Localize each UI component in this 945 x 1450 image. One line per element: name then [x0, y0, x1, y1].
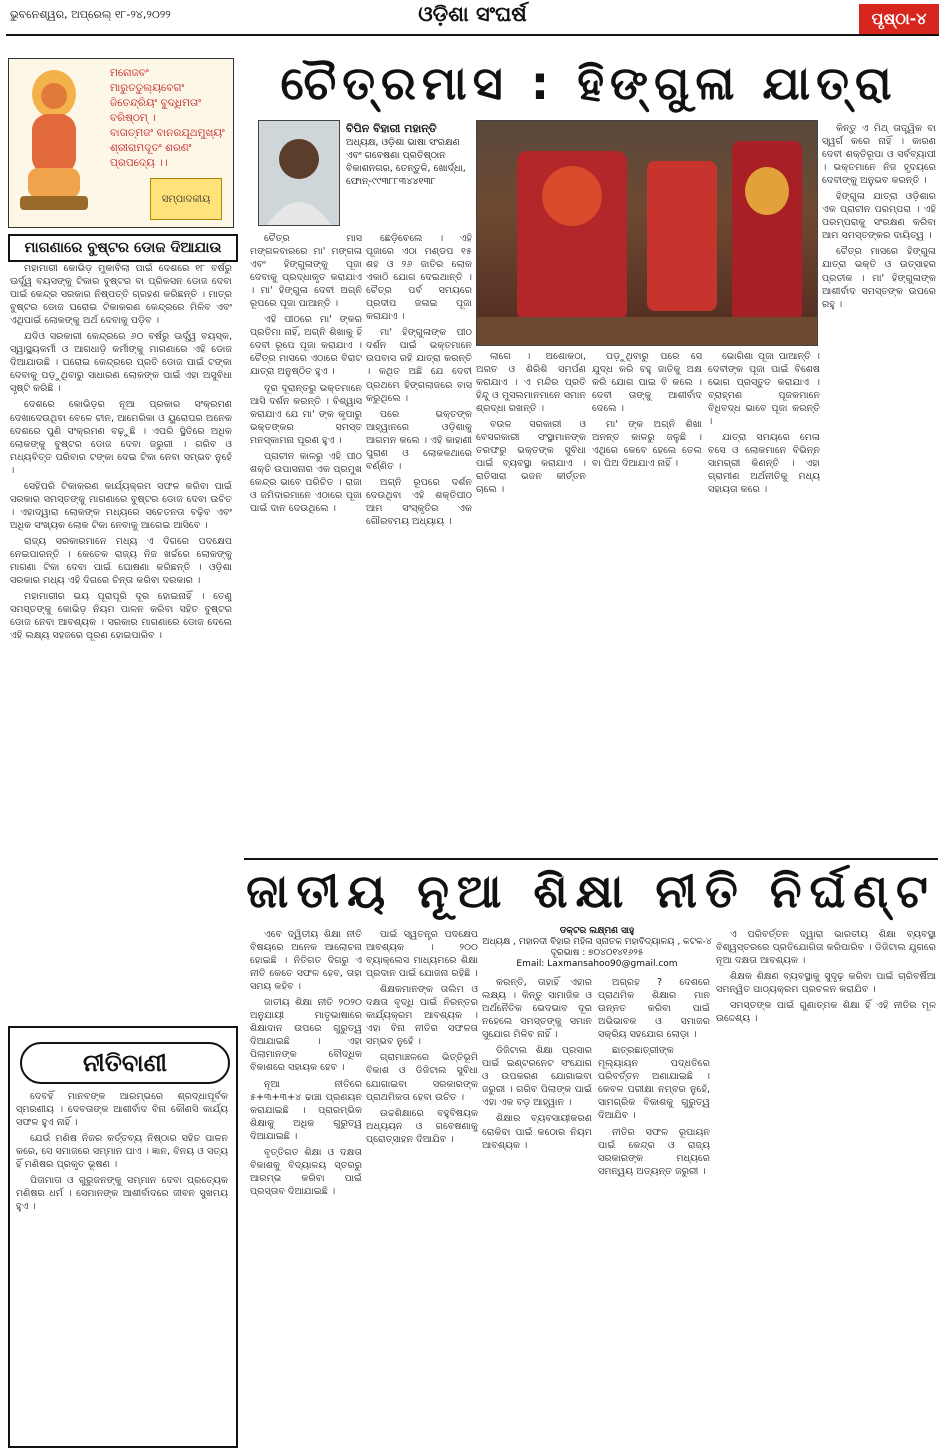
- chaitra-column-4: ପଡ଼ୁଥିବାରୁ ପରେ ସେ ଯୁଦ୍ଧ କରି ବହୁ ଜାତିକୁ ଅକ୍ଷ କରି ଯୋଗ ପାଇ ବି କଲେ । ଦେବୀ ତାଙ୍କୁ ଆଶୀର୍ବାଦ ଦେଲେ । ମା' ଙ୍କ ଅଗ୍ନି ଶିଖା ଅନନ୍ତ କାଳରୁ ଜଳୁଛି । ଏଥିରେ କେବେ ହେଲେ ତେଲ ବା ଘିଅ ଦିଆଯାଏ ନାହିଁ ।: [592, 351, 702, 470]
- chaitra-column-6: କିନ୍ତୁ ଏ ମିଥ୍ ତାତ୍ତ୍ୱିକ ବା ସ୍ୱର୍ଗ କରେ ନାହିଁ । କାରଣ ଦେବୀ ଶକ୍ତିରୂପା ଓ ସର୍ବବ୍ୟାପୀ । ଭକ୍ତମାନେ ନିଜ ହୃଦୟରେ ଦେବୀଙ୍କୁ ଅନୁଭବ କରନ୍ତି । ହିଙ୍ଗୁଳା ଯାତ୍ରା ଓଡ଼ିଶାର ଏକ ପ୍ରାଚୀନ ପରମ୍ପରା । ଏହି ପରମ୍ପରାକୁ ସଂରକ୍ଷଣ କରିବା ଆମ ସମସ୍ତଙ୍କର ଦାୟିତ୍ୱ । ଚୈତ୍ର ମାସରେ ହିଙ୍ଗୁଳା ଯାତ୍ରା ଭକ୍ତି ଓ ଉତ୍ସାହର ପ୍ରତୀକ । ମା' ହିଙ୍ଗୁଳାଙ୍କ ଆଶୀର୍ବାଦ ସମସ୍ତଙ୍କ ଉପରେ ରହୁ ।: [822, 123, 936, 310]
- education-column-5: ଏ ପରିବର୍ତ୍ତନ ଦ୍ୱାରା ଭାରତୀୟ ଶିକ୍ଷା ବ୍ୟବସ୍ଥା ବିଶ୍ୱସ୍ତରରେ ପ୍ରତିଯୋଗିତା କରିପାରିବ । ଡିଜିଟାଲ ଯୁଗରେ ନୂଆ ଦକ୍ଷତା ଆବଶ୍ୟକ । ଶିକ୍ଷକ ଶିକ୍ଷଣ ବ୍ୟବସ୍ଥାକୁ ସୁଦୃଢ଼ କରିବା ପାଇଁ ଚାରିବର୍ଷିଆ ସମନ୍ୱିତ ପାଠ୍ୟକ୍ରମ ପ୍ରଚଳନ କରାଯିବ । ସମସ୍ତଙ୍କ ପାଇଁ ଗୁଣାତ୍ମକ ଶିକ୍ଷା ହିଁ ଏହି ନୀତିର ମୂଳ ଉଦ୍ଦେଶ୍ୟ ।: [716, 929, 936, 1025]
- education-column-3: କରନ୍ତି, ତାହାହିଁ ଏହାର ଲକ୍ଷ୍ୟ । କିନ୍ତୁ ସାମାଜିକ ଓ ଅର୍ଥନୈତିକ ଭେଦଭାବ ଦୂର ନହେଲେ ସମସ୍ତଙ୍କୁ ସମାନ ସୁଯୋଗ ମିଳିବ ନାହିଁ । ଡିଜିଟାଲ ଶିକ୍ଷା ପ୍ରସାର ପାଇଁ ଇଣ୍ଟରନେଟ ସଂଯୋଗ ଓ ଉପକରଣ ଯୋଗାଇବା ଜରୁରୀ । ଗରିବ ପିଲାଙ୍କ ପାଇଁ ଏହା ଏକ ବଡ଼ ଆହ୍ୱାନ । ଶିକ୍ଷାର ବ୍ୟବସାୟୀକରଣ ରୋକିବା ପାଇଁ କଠୋର ନିୟମ ଆବଶ୍ୟକ ।: [482, 977, 592, 1151]
- booster-dose-article: ମହାମାରୀ କୋଭିଡ଼ ମୁକାବିଲା ପାଇଁ ଦେଶରେ ୧୮ ବର୍ଷରୁ ଊର୍ଦ୍ଧ୍ୱ ବୟସଙ୍କୁ ଟିକାର ବୁଷ୍ଟର ବା ପ୍ରିକସନ ଡୋଜ ଦେବା ପାଇଁ କେନ୍ଦ୍ର ସରକାର ନିଷ୍ପତ୍ତି ଗ୍ରହଣ କରିଛନ୍ତି । ମାତ୍ର ବୁଷ୍ଟର ଡୋଜ ଘରୋଇ ଟିକାକରଣ କେନ୍ଦ୍ରରେ ମିଳିବ ଏବଂ ଏଥିପାଇଁ ଲୋକଙ୍କୁ ଅର୍ଥ ଦେବାକୁ ପଡ଼ିବ । ଯଦିଓ ସରକାରୀ କେନ୍ଦ୍ରରେ ୬୦ ବର୍ଷରୁ ଊର୍ଦ୍ଧ୍ୱ ବୟସ୍କ, ସ୍ୱାସ୍ଥ୍ୟକର୍ମୀ ଓ ଆଗଧାଡ଼ି କର୍ମୀଙ୍କୁ ମାଗଣାରେ ଏହି ଡୋଜ ଦିଆଯାଉଛି । ଘରୋଇ କେନ୍ଦ୍ରରେ ପ୍ରତି ଡୋଜ ପାଇଁ ଟଙ୍କା ଦେବାକୁ ପଡ଼ୁଥିବାରୁ ସାଧାରଣ ଲୋକଙ୍କ ପାଇଁ ଏହା ଅସୁବିଧା ସୃଷ୍ଟି କରିଛି । ଦେଶରେ କୋଭିଡ଼ର ନୂଆ ପ୍ରକାର ସଂକ୍ରମଣ ଦେଖାଦେଉଥିବା ବେଳେ ଚୀନ, ଆମେରିକା ଓ ୟୁରୋପର ଅନେକ ଦେଶରେ ପୁଣି ସଂକ୍ରମଣ ବଢ଼ୁଛି । ଏପରି ସ୍ଥିତିରେ ଅଧିକ ଲୋକଙ୍କୁ ବୁଷ୍ଟର ଡୋଜ ଦେବା ଜରୁରୀ । ଗରିବ ଓ ମଧ୍ୟବିତ୍ତ ପରିବାର ଟଙ୍କା ଦେଇ ଟିକା ନେବା ସମ୍ଭବ ନୁହେଁ । ସେହିପରି ଟିକାକରଣ କାର୍ଯ୍ୟକ୍ରମ ସଫଳ କରିବା ପାଇଁ ସରକାର ସମସ୍ତଙ୍କୁ ମାଗଣାରେ ବୁଷ୍ଟର ଡୋଜ ଦେବା ଉଚିତ । ଏହାଦ୍ୱାରା ଲୋକଙ୍କ ମଧ୍ୟରେ ସଚେତନତା ବଢ଼ିବ ଏବଂ ଅଧିକ ସଂଖ୍ୟକ ଲୋକ ଟିକା ନେବାକୁ ଆଗେଇ ଆସିବେ । ରାଜ୍ୟ ସରକାରମାନେ ମଧ୍ୟ ଏ ଦିଗରେ ପଦକ୍ଷେପ ନେଇପାରନ୍ତି । କେତେକ ରାଜ୍ୟ ନିଜ ଖର୍ଚ୍ଚରେ ଲୋକଙ୍କୁ ମାଗଣା ଟିକା ଦେବା ପାଇଁ ଘୋଷଣା କରିଛନ୍ତି । ଓଡ଼ିଶା ସରକାର ମଧ୍ୟ ଏହି ଦିଗରେ ଚିନ୍ତା କରିବା ଦରକାର । ମହାମାରୀର ଭୟ ପୂରାପୂରି ଦୂର ହୋଇନାହିଁ । ତେଣୁ ସମସ୍ତଙ୍କୁ କୋଭିଡ଼ ନିୟମ ପାଳନ କରିବା ସହିତ ବୁଷ୍ଟର ଡୋଜ ନେବା ଆବଶ୍ୟକ । ସରକାର ମାଗଣାରେ ଡୋଜ ଦେଲେ ଏହି ଲକ୍ଷ୍ୟ ସହଜରେ ପୂରଣ ହୋଇପାରିବ ।: [10, 263, 232, 642]
- booster-dose-headline: ମାଗଣାରେ ବୁଷ୍ଟର ଡୋଜ ଦିଆଯାଉ: [8, 234, 238, 262]
- dateline: ଭୁବନେଶ୍ୱର, ଅପ୍ରେଲ୍ ୧୮-୨୪,୨୦୨୨: [10, 8, 171, 21]
- education-column-2: ପାଇଁ ସ୍ୱତନ୍ତ୍ର ପଦକ୍ଷେପ ଆବଶ୍ୟକ । ୨୦୦ ବ୍ୟାକ୍ଲେସ ମାଧ୍ୟମରେ ଶିକ୍ଷା ପ୍ରଦାନ ପାଇଁ ଯୋଜନା ରହିଛି । ଶିକ୍ଷକମାନଙ୍କ ତାଲିମ ଓ ଦକ୍ଷତା ବୃଦ୍ଧି ପାଇଁ ନିରନ୍ତର କାର୍ଯ୍ୟକ୍ରମ ଆବଶ୍ୟକ । ଏହା ବିନା ନୀତିର ସଫଳତା ସମ୍ଭବ ନୁହେଁ । ଗ୍ରାମାଞ୍ଚଳରେ ଭିତ୍ତିଭୂମି ବିକାଶ ଓ ଡିଜିଟାଲ ସୁବିଧା ଯୋଗାଇବା ସରକାରଙ୍କ ପ୍ରାଥମିକତା ହେବା ଉଚିତ । ଉଚ୍ଚଶିକ୍ଷାରେ ବହୁବିଷୟକ ଅଧ୍ୟୟନ ଓ ଗବେଷଣାକୁ ପ୍ରୋତ୍ସାହନ ଦିଆଯିବ ।: [366, 929, 478, 1145]
- ad-verse: ମନୋଜବଂ ମାରୁତତୁଲ୍ୟବେଗଂ ଜିତେନ୍ଦ୍ରିୟଂ ବୁଦ୍ଧିମତାଂ ବରିଷ୍ଠମ୍ । ବାତାତ୍ମଜଂ ବାନରଯୂଥମୁଖ୍ୟଂ ଶ୍ରୀରାମଦୂତଂ ଶରଣଂ ପ୍ରପଦ୍ୟେ ।।: [110, 67, 225, 169]
- page-number-badge: ପୃଷ୍ଠା-୪: [859, 4, 939, 34]
- chaitra-column-5: ଭୋଗିଶା ପୂଜା ପାଆନ୍ତି । ଦେବୀଙ୍କ ପୂଜା ପାଇଁ ବିଶେଷ ଭୋଗ ପ୍ରସ୍ତୁତ କରାଯାଏ । ବ୍ରାହ୍ମଣ ପୂଜକମାନେ ବିଧିବଦ୍ଧ ଭାବେ ପୂଜା କରନ୍ତି । ଯାତ୍ରା ସମୟରେ ମେଳା ବସେ ଓ ଲୋକମାନେ ବିଭିନ୍ନ ସାମଗ୍ରୀ କିଣନ୍ତି । ଏହା ଗ୍ରାମୀଣ ଅର୍ଥନୀତିକୁ ମଧ୍ୟ ସହାୟତା କରେ ।: [708, 351, 820, 496]
- author-photo-bipin: [258, 120, 340, 226]
- education-column-4: ଅଗ୍ରହ ? ଦେଶରେ ପ୍ରାଥମିକ ଶିକ୍ଷାର ମାନ ଉନ୍ନତ କରିବା ପାଇଁ ଅଭିଭାବକ ଓ ସମାଜର ସକ୍ରିୟ ସହଯୋଗ ଲୋଡ଼ା । ଛାତ୍ରଛାତ୍ରୀଙ୍କ ମୂଲ୍ୟାୟନ ପଦ୍ଧତିରେ ପରିବର୍ତ୍ତନ ଅଣାଯାଇଛି । କେବଳ ପରୀକ୍ଷା ନମ୍ବର ନୁହେଁ, ସାମଗ୍ରିକ ବିକାଶକୁ ଗୁରୁତ୍ୱ ଦିଆଯିବ । ନୀତିର ସଫଳ ରୂପାୟନ ପାଇଁ କେନ୍ଦ୍ର ଓ ରାଜ୍ୟ ସରକାରଙ୍କ ମଧ୍ୟରେ ସମନ୍ୱୟ ଅତ୍ୟନ୍ତ ଜରୁରୀ ।: [598, 977, 710, 1177]
- author-info-laxman: ଡକ୍ଟର ଲକ୍ଷ୍ମଣ ସାହୁ ଅଧ୍ୟକ୍ଷ , ମହାନଦୀ ବିହାର ମହିଳା ସ୍ନାତକ ମହାବିଦ୍ୟାଳୟ , କଟକ-୪ ଦୂରଭାଷ : ୭୦୪୦୧୪୧୬୨୫ Email: Laxmansahoo90@gmail.com: [482, 926, 712, 969]
- hanuman-image: [14, 64, 94, 214]
- nitibani-text: ଦେବହିଁ ମାନବଙ୍କ ଆରମ୍ଭରେ ଶ୍ରଦ୍ଧାପୂର୍ବକ ସ୍ମରଣୀୟ । ଦେବତାଙ୍କ ଆଶୀର୍ବାଦ ବିନା କୌଣସି କାର୍ଯ୍ୟ ସଫଳ ହୁଏ ନାହିଁ । ଯେଉଁ ମଣିଷ ନିଜର କର୍ତ୍ତବ୍ୟ ନିଷ୍ଠାର ସହିତ ପାଳନ କରେ, ସେ ସମାଜରେ ସମ୍ମାନ ପାଏ । ଜ୍ଞାନ, ବିନୟ ଓ ସତ୍ୟ ହିଁ ମଣିଷର ପ୍ରକୃତ ଭୂଷଣ । ପିତାମାତା ଓ ଗୁରୁଜନଙ୍କୁ ସମ୍ମାନ ଦେବା ପ୍ରତ୍ୟେକ ମଣିଷର ଧର୍ମ । ସେମାନଙ୍କ ଆଶୀର୍ବାଦରେ ଜୀବନ ସୁଖମୟ ହୁଏ ।: [16, 1091, 228, 1213]
- education-column-1: ଏବେ ଦ୍ୱିତୀୟ ଶିକ୍ଷା ନୀତି ବିଷୟରେ ଅନେକ ଆଲୋଚନା ହୋଇଛି । ନିତିଗତ ଦିଗରୁ ଏ ନୀତି କେତେ ସଫଳ ହେବ, ତାହା ସମୟ କହିବ । ଜାତୀୟ ଶିକ୍ଷା ନୀତି ୨୦୨୦ ଅନୁଯାୟୀ ମାତୃଭାଷାରେ ଶିକ୍ଷାଦାନ ଉପରେ ଗୁରୁତ୍ୱ ଦିଆଯାଇଛି । ଏହା ପିଲାମାନଙ୍କ ବୌଦ୍ଧିକ ବିକାଶରେ ସହାୟକ ହେବ । ନୂଆ ନୀତିରେ ୫+୩+୩+୪ ଢାଞ୍ଚା ପ୍ରଣୟନ କରାଯାଇଛି । ପ୍ରାରମ୍ଭିକ ଶିକ୍ଷାକୁ ଅଧିକ ଗୁରୁତ୍ୱ ଦିଆଯାଇଛି । ବୃତ୍ତିଗତ ଶିକ୍ଷା ଓ ଦକ୍ଷତା ବିକାଶକୁ ବିଦ୍ୟାଳୟ ସ୍ତରରୁ ଆରମ୍ଭ କରିବା ପାଇଁ ପ୍ରସ୍ତାବ ଦିଆଯାଇଛି ।: [250, 929, 362, 1197]
- chaitra-column-2: ଛେଡ଼ିବେଲେ । ଏହି ପୂଜାରେ ଏଠା ମଣ୍ଡପ ୧୫ ଶହ ଓ ୨୬ ଜାତିର ଲୋକ ଏକାଠି ଯୋଗ ଦେଇଥାନ୍ତି । ଚୈତ୍ର ପର୍ବ ସମୟରେ ପ୍ରଦୀପ ଜଳାଇ ପୂଜା କରାଯାଏ । ମା' ହିଙ୍ଗୁଳାଙ୍କ ପୀଠ ଦର୍ଶନ ପାଇଁ ଭକ୍ତମାନେ ଉପବାସ ରହି ଯାତ୍ରା କରନ୍ତି । କଥିତ ଅଛି ଯେ ଦେବୀ ପ୍ରଥମେ ହିଙ୍ଗଲାଜରେ ବାସ କରୁଥିଲେ । ପରେ ଭକ୍ତଙ୍କ ଆହ୍ୱାନରେ ଓଡ଼ିଶାକୁ ଆଗମନ କଲେ । ଏହି କାହାଣୀ ପୁରାଣ ଓ ଲୋକକଥାରେ ବର୍ଣ୍ଣିତ । ଅଗ୍ନି ରୂପରେ ଦର୍ଶନ ଦେଉଥିବା ଏହି ଶକ୍ତିପୀଠ ଆମ ସଂସ୍କୃତିର ଏକ ଗୌରବମୟ ଅଧ୍ୟାୟ ।: [366, 233, 472, 527]
- chaitra-title: ଚୈତ୍ରମାସ : ହିଙ୍ଗୁଳା ଯାତ୍ରା: [280, 56, 898, 110]
- author-name: ବିପିନ ବିହାରୀ ମହାନ୍ତି: [346, 122, 437, 135]
- chaitra-column-3: ଲାଗେ । ଅଶୋକଠା, ଅରତ ଓ ଶିରିଶି ସମର୍ପଣ କରାଯାଏ । ଏ ମନ୍ଦିର ପ୍ରତି ହିନ୍ଦୁ ଓ ମୁସଲମାନମାନେ ସମାନ ଶ୍ରଦ୍ଧା ରଖନ୍ତି । ବଉଳ ସରକାରୀ ଓ ବେସରକାରୀ ସଂସ୍ଥାମାନଙ୍କ ତରଫରୁ ଭକ୍ତଙ୍କ ସୁବିଧା ପାଇଁ ବ୍ୟବସ୍ଥା କରାଯାଏ । ରାତିସାରା ଭଜନ କୀର୍ତ୍ତନ ଚାଲେ ।: [476, 351, 586, 496]
- header-rule: [6, 34, 939, 36]
- masthead: ଓଡ଼ିଶା ସଂଘର୍ଷ: [418, 2, 527, 26]
- editorial-badge: ସମ୍ପାଦକୀୟ: [150, 178, 222, 220]
- chaitra-column-1: ଚୈତ୍ର ମାସ ମଙ୍ଗଳବାରରେ ମା' ମଙ୍ଗଳା ଏବଂ ହିଙ୍ଗୁଳାଙ୍କୁ ପୂଜା ଦେବାକୁ ପ୍ରଦ୍ଧାକୃତ କରାଯାଏ । ମା' ହିଙ୍ଗୁଳା ଦେବୀ ଅଗ୍ନି ରୂପରେ ପୂଜା ପାଆନ୍ତି । ଏହି ପୀଠରେ ମା' ଙ୍କର ପ୍ରତିମା ନାହିଁ, ଅଗ୍ନି ଶିଖାକୁ ହିଁ ଦେବୀ ରୂପେ ପୂଜା କରାଯାଏ । ଚୈତ୍ର ମାସରେ ଏଠାରେ ବିରାଟ ଯାତ୍ରା ଅନୁଷ୍ଠିତ ହୁଏ । ଦୂର ଦୂରାନ୍ତରୁ ଭକ୍ତମାନେ ଆସି ଦର୍ଶନ କରନ୍ତି । ବିଶ୍ୱାସ କରାଯାଏ ଯେ ମା' ଙ୍କ କୃପାରୁ ଭକ୍ତଙ୍କର ସମସ୍ତ ମନସ୍କାମନା ପୂରଣ ହୁଏ । ପ୍ରାଚୀନ କାଳରୁ ଏହି ପୀଠ ଶକ୍ତି ଉପାସନାର ଏକ ପ୍ରମୁଖ କେନ୍ଦ୍ର ଭାବେ ପରିଚିତ । ରାଜା ଓ ଜମିଦାରମାନେ ଏଠାରେ ପୂଜା ପାଇଁ ଦାନ ଦେଉଥିଲେ ।: [250, 233, 362, 514]
- education-title: ଜାତୀୟ ନୂଆ ଶିକ୍ଷା ନୀତି ନିର୍ଘଣ୍ଟ: [246, 864, 936, 918]
- author-name: ଡକ୍ଟର ଲକ୍ଷ୍ମଣ ସାହୁ: [559, 926, 635, 936]
- nitibani-heading: ନୀତିବାଣୀ: [20, 1042, 230, 1084]
- section-divider: [244, 858, 938, 860]
- hingula-shrine-photo: [476, 120, 818, 346]
- author-info-bipin: ବିପିନ ବିହାରୀ ମହାନ୍ତି ଅଧ୍ୟକ୍ଷ, ଓଡ଼ିଶା ଭାଷା ସଂରକ୍ଷଣ ଏବଂ ଗବେଷଣା ପ୍ରତିଷ୍ଠାନ ବିକାଶନଗର, ତେନ୍ତୁଳି, ଖୋର୍ଦ୍ଧା, ଫୋନ୍-୯୯୩୮୮୩୪୪୧୩୮: [346, 122, 466, 187]
